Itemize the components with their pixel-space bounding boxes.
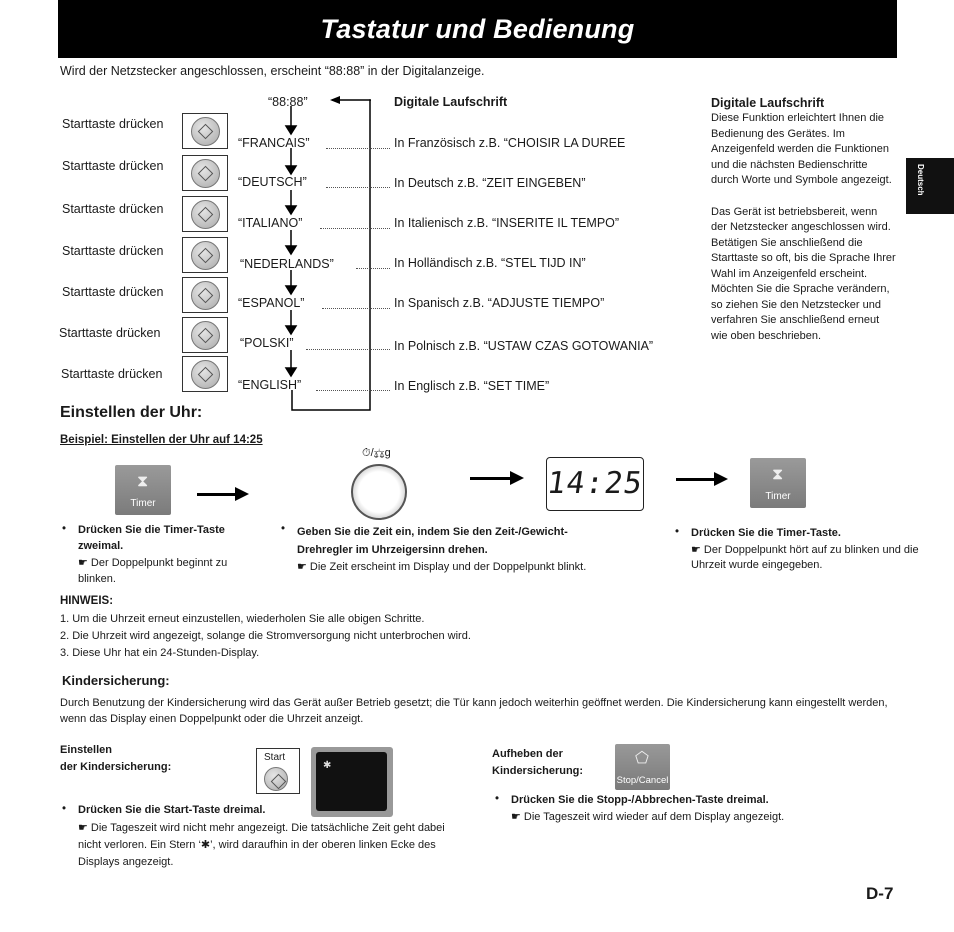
set-lock-step xyxy=(62,803,470,871)
start-icon xyxy=(264,767,288,791)
display-88: “88:88” xyxy=(268,95,308,109)
page-title: Tastatur und Bedienung xyxy=(320,14,635,44)
example-francais: In Französisch z.B. “CHOISIR LA DUREE xyxy=(394,136,626,150)
note-3: 3. Diese Uhr hat ein 24-Stunden-Display. xyxy=(60,647,260,659)
start-key-7 xyxy=(182,356,228,392)
start-label-6: Starttaste drücken xyxy=(59,326,161,340)
clock-step-3 xyxy=(675,526,940,574)
bullet: • xyxy=(495,793,500,805)
hourglass-icon: ⧗ xyxy=(772,466,784,483)
lang-english: “ENGLISH” xyxy=(238,378,302,392)
arrow-2-head xyxy=(510,471,524,485)
start-key-6 xyxy=(182,317,228,353)
start-key-5 xyxy=(182,277,228,313)
lang-nederlands: “NEDERLANDS” xyxy=(240,257,334,271)
example-polski: In Polnisch z.B. “USTAW CZAS GOTOWANIA” xyxy=(394,339,654,353)
set-lock-bold: Drücken Sie die Start-Taste dreimal. xyxy=(78,804,266,816)
hourglass-icon: ⧗ xyxy=(137,473,149,490)
example-english: In Englisch z.B. “SET TIME” xyxy=(394,379,550,393)
time-weight-dial xyxy=(351,464,407,520)
start-key-2 xyxy=(182,155,228,191)
example-espanol: In Spanisch z.B. “ADJUSTE TIEMPO” xyxy=(394,296,605,310)
clock-heading: Einstellen der Uhr: xyxy=(60,404,203,421)
bullet: • xyxy=(281,523,286,535)
intro-text: Wird der Netzstecker angeschlossen, erscheint “88:88” in der Digitalanzeige. xyxy=(60,64,485,78)
example-nederlands: In Holländisch z.B. “STEL TIJD IN” xyxy=(394,256,586,270)
hinweis-heading: HINWEIS: xyxy=(60,595,114,607)
start-key-child xyxy=(256,748,300,794)
set-lock-label-2: der Kindersicherung: xyxy=(60,761,172,773)
lcd-display xyxy=(546,457,644,511)
cancel-lock-note: ☛ Die Tageszeit wird wieder auf dem Display angezeigt. xyxy=(511,810,785,823)
start-icon xyxy=(191,281,220,310)
leader xyxy=(316,390,390,391)
bullet: • xyxy=(62,523,67,535)
timer-button-1 xyxy=(115,465,171,515)
start-label-7: Starttaste drücken xyxy=(61,367,163,381)
timer-label: Timer xyxy=(765,491,791,502)
stop-icon: ⬠ xyxy=(635,750,649,767)
leader xyxy=(326,148,390,149)
bullet: • xyxy=(62,803,67,815)
side-tab-label: Deutsch xyxy=(916,164,925,196)
start-icon xyxy=(191,321,220,350)
leader xyxy=(356,268,390,269)
star-indicator: ✱ xyxy=(323,760,332,771)
start-key-4 xyxy=(182,237,228,273)
lang-italiano: “ITALIANO” xyxy=(238,216,303,230)
cancel-lock-step xyxy=(495,793,895,825)
child-lock-desc: Durch Benutzung der Kindersicherung wird das Gerät außer Betrieb gesetzt; die Tür kann jedoch weiterhin geöffnet werden. Die Kindersicherung kann eingestellt werden, wenn das Display einen Doppelpunkt oder die Uhrzeit anzeigt. xyxy=(60,697,888,725)
start-icon xyxy=(191,159,220,188)
start-icon xyxy=(191,200,220,229)
lcd-time: 14:25 xyxy=(544,466,646,501)
digitale-heading: Digitale Laufschrift xyxy=(394,95,508,109)
arrow-3-head xyxy=(714,472,728,486)
cancel-lock-label-1: Aufheben der xyxy=(492,748,563,760)
clock-step-2 xyxy=(281,523,611,576)
step2-note: ☛ Die Zeit erscheint im Display und der Doppelpunkt blinkt. xyxy=(297,561,587,573)
leader xyxy=(322,308,390,309)
start-icon xyxy=(191,241,220,270)
start-label-5: Starttaste drücken xyxy=(62,285,164,299)
set-lock-label-1: Einstellen xyxy=(60,744,112,756)
title-banner xyxy=(58,0,897,58)
step1-bold: Drücken Sie die Timer-Taste zweimal. xyxy=(78,524,225,552)
lang-espanol: “ESPANOL” xyxy=(238,296,305,310)
timer-label: Timer xyxy=(130,498,156,509)
bullet: • xyxy=(675,526,680,538)
example-deutsch: In Deutsch z.B. “ZEIT EINGEBEN” xyxy=(394,176,586,190)
side-column xyxy=(711,96,896,344)
note-2: 2. Die Uhrzeit wird angezeigt, solange die Stromversorgung nicht unterbrochen wird. xyxy=(60,630,471,642)
start-label-1: Starttaste drücken xyxy=(62,117,164,131)
leader xyxy=(320,228,390,229)
lang-polski: “POLSKI” xyxy=(240,336,294,350)
step2-bold: Geben Sie die Zeit ein, indem Sie den Zeit-/Gewicht-Drehregler im Uhrzeigersinn drehen. xyxy=(297,526,568,556)
step3-bold: Drücken Sie die Timer-Taste. xyxy=(691,527,841,539)
leader xyxy=(306,349,390,350)
side-heading: Digitale Laufschrift xyxy=(711,96,825,110)
side-paragraph-1: Diese Funktion erleichtert Ihnen die Bedienung des Gerätes. Im Anzeigenfeld werden die Funktionen und die nächsten Bedienschritte durch Worte und Symbole angezeigt. xyxy=(711,112,892,186)
leader xyxy=(326,187,390,188)
step3-note: ☛ Der Doppelpunkt hört auf zu blinken und die Uhrzeit wurde eingegeben. xyxy=(691,543,919,571)
note-1: 1. Um die Uhrzeit erneut einzustellen, wiederholen Sie alle obigen Schritte. xyxy=(60,613,425,625)
arrow-2 xyxy=(470,477,512,480)
start-icon xyxy=(191,117,220,146)
cancel-lock-bold: Drücken Sie die Stopp-/Abbrechen-Taste dreimal. xyxy=(511,794,769,806)
arrow-1-head xyxy=(235,487,249,501)
example-italiano: In Italienisch z.B. “INSERITE IL TEMPO” xyxy=(394,216,620,230)
start-key-label: Start xyxy=(264,752,286,763)
child-lock-heading: Kindersicherung: xyxy=(62,673,170,688)
start-key-3 xyxy=(182,196,228,232)
side-paragraph-2: Das Gerät ist betriebsbereit, wenn der Netzstecker angeschlossen wird. Betätigen Sie anschließend die Starttaste so oft, bis die Sprache Ihrer Wahl im Anzeigenfeld erscheint. Möchten Sie die Sprache verändern, so ziehen Sie den Netzstecker und verfahren Sie anschließend erneut wie oben beschrieben. xyxy=(711,205,896,342)
start-label-3: Starttaste drücken xyxy=(62,202,164,216)
start-icon xyxy=(191,360,220,389)
page-number: D-7 xyxy=(866,884,894,903)
start-label-2: Starttaste drücken xyxy=(62,159,164,173)
start-label-4: Starttaste drücken xyxy=(62,244,164,258)
arrow-3 xyxy=(676,478,716,481)
stop-cancel-button xyxy=(615,744,670,790)
timer-button-2 xyxy=(750,458,806,508)
clock-example: Beispiel: Einstellen der Uhr auf 14:25 xyxy=(60,434,263,446)
arrow-1 xyxy=(197,493,237,496)
clock-step-1 xyxy=(62,523,247,587)
lang-francais: “FRANCAIS” xyxy=(238,136,310,150)
cancel-lock-label-2: Kindersicherung: xyxy=(492,765,584,777)
language-side-tab xyxy=(906,158,954,214)
lang-deutsch: “DEUTSCH” xyxy=(238,175,307,189)
set-lock-note: ☛ Die Tageszeit wird nicht mehr angezeigt. Die tatsächliche Zeit geht dabei nicht verloren. Ein Stern ‘✱’, wird daraufhin in der oberen linken Ecke des Displays angezeigt. xyxy=(78,821,445,868)
start-key-1 xyxy=(182,113,228,149)
step1-note: ☛ Der Doppelpunkt beginnt zu blinken. xyxy=(78,557,228,585)
knob-label: ⏱/⚖g xyxy=(362,447,391,459)
stop-cancel-label: Stop/Cancel xyxy=(616,775,669,786)
